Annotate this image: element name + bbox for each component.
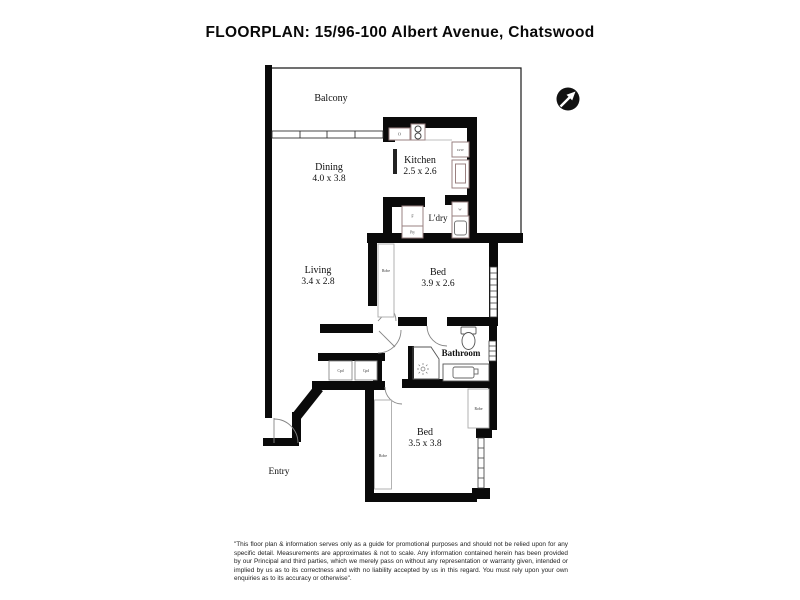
shower [413, 347, 439, 379]
living-label: Living [304, 265, 332, 276]
north-arrow-icon [557, 88, 580, 111]
fridge-label: F [411, 213, 414, 219]
robe3-label: Robe [474, 407, 483, 411]
robe-bed1 [378, 244, 394, 317]
bed2-dims: 3.5 x 3.8 [408, 439, 442, 449]
floorplan-canvas [255, 55, 600, 515]
robe2-label: Robe [378, 454, 388, 458]
bed2-label: Bed [416, 427, 434, 438]
kitchen-label: Kitchen [404, 155, 436, 166]
shower-head-icon [417, 363, 429, 375]
page-title: FLOORPLAN: 15/96-100 Albert Avenue, Chatswood [205, 24, 595, 41]
balcony-sliding-door [272, 131, 383, 138]
tap [474, 369, 478, 374]
entry-label: Entry [268, 467, 290, 477]
cupboard2-label: Cpd [363, 369, 369, 373]
toilet-bowl [462, 333, 475, 350]
washer-label: W [458, 207, 462, 212]
dishwasher-label: D/W [457, 147, 464, 152]
cupboard1-label: Cpd [337, 369, 344, 373]
bed2-window [478, 438, 484, 488]
dining-dims: 4.0 x 3.8 [312, 174, 346, 184]
laundry-label: L'dry [428, 213, 448, 223]
living-dims: 3.4 x 2.8 [301, 277, 335, 287]
robe-bed2-left [375, 400, 392, 489]
bed1-label: Bed [429, 267, 447, 278]
bed1-dims: 3.9 x 2.6 [421, 279, 455, 289]
kitchen-dims: 2.5 x 2.6 [403, 167, 437, 177]
oven-label: O [398, 131, 401, 137]
disclaimer-text: "This floor plan & information serves only as a guide for promotional purposes and should not be relied upon for any specific detail. Measurements are approximates & not to scale. Any information contained herein has been provided by our Principal and third parties, which we merely pass on without any representation or warranty given, intended or implied by us as to its correctness and with no liability accepted by us in this regard. You must rely upon your own enquiries as to its accuracy or otherwise". [234, 541, 568, 583]
robe1-label: Robe [381, 269, 391, 273]
pantry-label: Pty [410, 230, 415, 235]
balcony-label: Balcony [314, 93, 348, 104]
bathroom-label: Bathroom [441, 348, 481, 358]
bathroom-window [489, 341, 496, 361]
dining-label: Dining [315, 162, 343, 173]
bed1-window [490, 267, 497, 317]
